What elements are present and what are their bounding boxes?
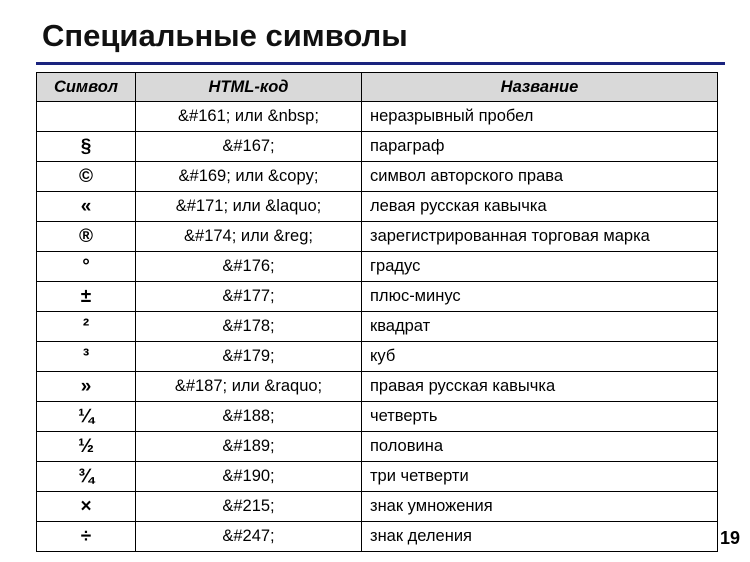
code-cell: &#174; или &reg; <box>136 222 362 252</box>
code-cell: &#171; или &laquo; <box>136 192 362 222</box>
code-cell: &#188; <box>136 402 362 432</box>
table-row <box>37 342 718 372</box>
header-name: Название <box>362 73 718 102</box>
name-cell: три четверти <box>362 462 718 492</box>
code-cell: &#247; <box>136 522 362 552</box>
header-code: HTML-код <box>136 73 362 102</box>
title-rule <box>36 62 725 65</box>
symbol-cell: ³ <box>37 342 136 372</box>
code-cell: &#215; <box>136 492 362 522</box>
symbol-cell: © <box>37 162 136 192</box>
symbol-cell: ÷ <box>37 522 136 552</box>
code-cell: &#176; <box>136 252 362 282</box>
table-row <box>37 462 718 492</box>
name-cell: правая русская кавычка <box>362 372 718 402</box>
code-cell: &#179; <box>136 342 362 372</box>
table-body <box>37 102 718 552</box>
code-cell: &#177; <box>136 282 362 312</box>
name-cell: четверть <box>362 402 718 432</box>
table-row <box>37 372 718 402</box>
code-cell: &#167; <box>136 132 362 162</box>
symbol-cell: ® <box>37 222 136 252</box>
table-row <box>37 162 718 192</box>
name-cell: знак умножения <box>362 492 718 522</box>
table-header-row <box>37 73 718 102</box>
page-number: 19 <box>720 528 741 548</box>
symbol-cell: ¾ <box>37 462 136 492</box>
name-cell: символ авторского права <box>362 162 718 192</box>
symbol-cell: § <box>37 132 136 162</box>
table-row <box>37 192 718 222</box>
table-row <box>37 312 718 342</box>
symbol-cell: ¼ <box>37 402 136 432</box>
table-row <box>37 402 718 432</box>
symbols-table <box>36 72 718 552</box>
name-cell: квадрат <box>362 312 718 342</box>
name-cell: знак деления <box>362 522 718 552</box>
code-cell: &#190; <box>136 462 362 492</box>
page-title: Специальные символы <box>42 18 408 53</box>
code-cell: &#161; или &nbsp; <box>136 102 362 132</box>
symbol-cell <box>37 102 136 132</box>
table-row <box>37 252 718 282</box>
table-row <box>37 222 718 252</box>
code-cell: &#169; или &copy; <box>136 162 362 192</box>
symbol-cell: × <box>37 492 136 522</box>
name-cell: плюс-минус <box>362 282 718 312</box>
name-cell: градус <box>362 252 718 282</box>
code-cell: &#178; <box>136 312 362 342</box>
name-cell: параграф <box>362 132 718 162</box>
symbol-cell: ½ <box>37 432 136 462</box>
symbol-cell: ² <box>37 312 136 342</box>
table-row <box>37 522 718 552</box>
table-row <box>37 102 718 132</box>
table-row <box>37 132 718 162</box>
name-cell: зарегистрированная торговая марка <box>362 222 718 252</box>
symbol-cell: ± <box>37 282 136 312</box>
code-cell: &#187; или &raquo; <box>136 372 362 402</box>
symbol-cell: ° <box>37 252 136 282</box>
name-cell: неразрывный пробел <box>362 102 718 132</box>
table-row <box>37 282 718 312</box>
table-row <box>37 492 718 522</box>
code-cell: &#189; <box>136 432 362 462</box>
table-row <box>37 432 718 462</box>
header-symbol: Символ <box>37 73 136 102</box>
name-cell: половина <box>362 432 718 462</box>
symbol-cell: « <box>37 192 136 222</box>
name-cell: левая русская кавычка <box>362 192 718 222</box>
name-cell: куб <box>362 342 718 372</box>
symbol-cell: » <box>37 372 136 402</box>
